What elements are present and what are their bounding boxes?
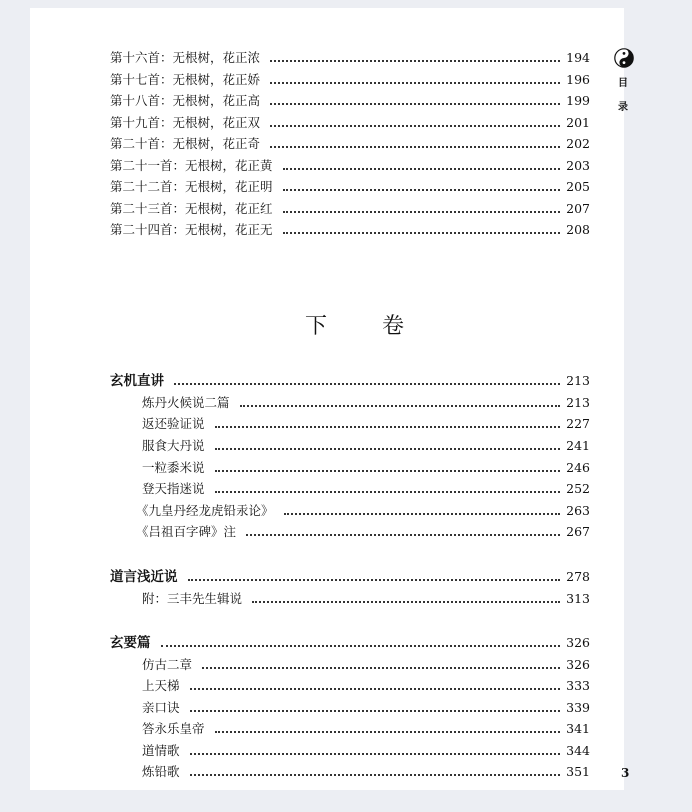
dot-leader xyxy=(270,59,560,62)
toc-entry[interactable] xyxy=(110,113,590,133)
toc-entry-page: 227 xyxy=(566,416,590,431)
toc-entry-title: 附：三丰先生辑说 xyxy=(142,591,243,606)
toc-entry-title: 登天指迷说 xyxy=(142,481,205,496)
dot-leader xyxy=(190,687,561,690)
toc-entry-page: 267 xyxy=(566,524,590,539)
toc-entry-page: 207 xyxy=(566,201,590,216)
toc-entry-title: 炼丹火候说二篇 xyxy=(142,395,230,410)
toc-entry[interactable] xyxy=(110,48,590,68)
toc-entry[interactable] xyxy=(110,156,590,176)
toc-section-page: 278 xyxy=(566,569,590,584)
toc-entry-page: 213 xyxy=(566,395,590,410)
toc-entry-title: 道情歌 xyxy=(142,743,180,758)
toc-entry-page: 203 xyxy=(566,158,590,173)
dot-leader xyxy=(215,469,561,472)
toc-entry-title: 第十六首：无根树，花正浓 xyxy=(110,50,261,65)
toc-entry-page: 202 xyxy=(566,136,590,151)
toc-entry-page: 205 xyxy=(566,179,590,194)
dot-leader xyxy=(190,709,561,712)
dot-leader xyxy=(215,447,561,450)
toc-entry-page: 241 xyxy=(566,438,590,453)
dot-leader xyxy=(190,773,561,776)
toc-entry[interactable] xyxy=(142,479,590,499)
toc-entry-page: 201 xyxy=(566,115,590,130)
dot-leader xyxy=(161,644,561,647)
toc-section-heading[interactable] xyxy=(110,567,590,587)
toc-entry-title: 第二十四首：无根树，花正无 xyxy=(110,222,273,237)
toc-entry-title: 返还验证说 xyxy=(142,416,205,431)
toc-entry-title: 炼铅歌 xyxy=(142,764,180,779)
toc-section-title: 玄机直讲 xyxy=(110,373,164,389)
toc-entry-page: 263 xyxy=(566,503,590,518)
dot-leader xyxy=(283,231,561,234)
dot-leader xyxy=(252,600,560,603)
dot-leader xyxy=(246,533,560,536)
toc-entry-title: 服食大丹说 xyxy=(142,438,205,453)
toc-entry[interactable] xyxy=(142,741,590,761)
dot-leader xyxy=(188,578,561,581)
dot-leader xyxy=(174,382,560,385)
toc-entry-page: 246 xyxy=(566,460,590,475)
toc-entry[interactable] xyxy=(142,762,590,782)
dot-leader xyxy=(215,490,561,493)
toc-entry[interactable] xyxy=(142,393,590,413)
toc-entry-title: 第十九首：无根树，花正双 xyxy=(110,115,261,130)
book-page xyxy=(30,8,630,790)
toc-entry-page: 351 xyxy=(566,764,590,779)
toc-entry[interactable] xyxy=(136,501,590,521)
toc-entry-page: 194 xyxy=(566,50,590,65)
toc-section-heading[interactable] xyxy=(110,633,590,653)
toc-section-title: 玄要篇 xyxy=(110,635,151,651)
toc-entry[interactable] xyxy=(110,70,590,90)
dot-leader xyxy=(270,102,560,105)
toc-entry[interactable] xyxy=(142,676,590,696)
toc-entry-title: 《九皇丹经龙虎铅汞论》 xyxy=(136,503,274,518)
side-tab-char: 目 xyxy=(618,78,628,89)
dot-leader xyxy=(283,167,561,170)
toc-entry-title: 第二十三首：无根树，花正红 xyxy=(110,201,273,216)
toc-entry[interactable] xyxy=(110,91,590,111)
toc-entry-page: 313 xyxy=(566,591,590,606)
toc-entry-title: 答永乐皇帝 xyxy=(142,721,205,736)
dot-leader xyxy=(202,666,560,669)
toc-entry[interactable] xyxy=(110,199,590,219)
toc-entry-page: 252 xyxy=(566,481,590,496)
toc-entry-page: 341 xyxy=(566,721,590,736)
toc-entry-page: 339 xyxy=(566,700,590,715)
toc-entry-title: 亲口诀 xyxy=(142,700,180,715)
toc-entry-page: 199 xyxy=(566,93,590,108)
dot-leader xyxy=(215,730,561,733)
volume-heading: 下 卷 xyxy=(305,314,428,339)
toc-entry[interactable] xyxy=(142,698,590,718)
dot-leader xyxy=(240,404,561,407)
toc-entry-page: 196 xyxy=(566,72,590,87)
dot-leader xyxy=(270,145,560,148)
toc-section-page: 326 xyxy=(566,635,590,650)
toc-entry-title: 一粒黍米说 xyxy=(142,460,205,475)
toc-entry[interactable] xyxy=(142,655,590,675)
dot-leader xyxy=(283,210,561,213)
dot-leader xyxy=(270,124,560,127)
toc-entry-title: 上天梯 xyxy=(142,678,180,693)
toc-entry-page: 208 xyxy=(566,222,590,237)
toc-entry[interactable] xyxy=(110,177,590,197)
toc-entry[interactable] xyxy=(142,414,590,434)
dot-leader xyxy=(283,188,561,191)
toc-entry-page: 344 xyxy=(566,743,590,758)
toc-entry-title: 第二十二首：无根树，花正明 xyxy=(110,179,273,194)
toc-entry-title: 第二十一首：无根树，花正黄 xyxy=(110,158,273,173)
dot-leader xyxy=(190,752,561,755)
toc-entry-page: 326 xyxy=(566,657,590,672)
toc-entry[interactable] xyxy=(142,436,590,456)
toc-entry-title: 第十八首：无根树，花正高 xyxy=(110,93,261,108)
page-number: 3 xyxy=(621,766,630,780)
toc-entry-title: 仿古二章 xyxy=(142,657,193,672)
toc-entry[interactable] xyxy=(142,719,590,739)
toc-entry[interactable] xyxy=(136,522,590,542)
toc-entry[interactable] xyxy=(142,589,590,609)
toc-entry-page: 333 xyxy=(566,678,590,693)
toc-entry-title: 第十七首：无根树，花正娇 xyxy=(110,72,261,87)
dot-leader xyxy=(270,81,560,84)
toc-entry[interactable] xyxy=(110,220,590,240)
toc-section-title: 道言浅近说 xyxy=(110,569,178,585)
dot-leader xyxy=(215,425,561,428)
toc-entry[interactable] xyxy=(110,134,590,154)
dot-leader xyxy=(284,512,561,515)
side-tab-char: 录 xyxy=(618,102,628,113)
toc-entry-title: 第二十首：无根树，花正奇 xyxy=(110,136,261,151)
toc-section-heading[interactable] xyxy=(110,371,590,391)
toc-entry-title: 《吕祖百字碑》注 xyxy=(136,524,237,539)
viewer-bottom-band xyxy=(0,790,692,812)
toc-section-page: 213 xyxy=(566,373,590,388)
taiji-icon xyxy=(614,48,634,68)
toc-entry[interactable] xyxy=(142,458,590,478)
